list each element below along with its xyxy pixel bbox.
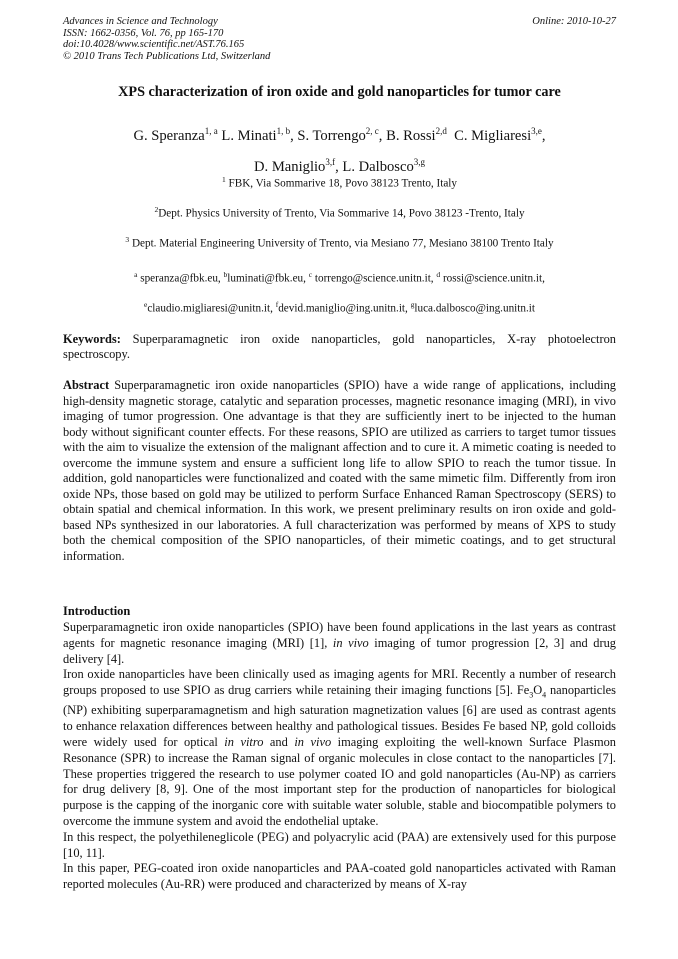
author-list [63,118,616,180]
affiliation-sup: 3 [125,235,130,244]
keywords [63,332,616,363]
author-sup: 1, a [204,126,218,136]
subscript: 3 [529,690,534,700]
introduction-body [63,620,616,893]
paper-title: XPS characterization of iron oxide and gold nanoparticles for tumor care [118,84,561,100]
email-sup: a [134,270,138,279]
italic-run: in vivo [294,735,332,750]
author-name: S. Torrengo [297,127,366,144]
italic-run: in vitro [224,735,264,750]
email-line-2 [63,292,616,322]
email-address: claudio.migliaresi@unitn.it, [147,302,273,315]
author-name: C. Migliaresi [454,127,532,144]
author-sup: 3,f [325,156,336,167]
author-name: G. Speranza [133,127,205,144]
intro-paragraph-4: In this paper, PEG-coated iron oxide nanoparticles and PAA-coated gold nanoparticles activated with Raman reported molecules (Au-RR) were produced and characterized by means of X-ray [63,861,616,892]
author-line-2: D. Maniglio$^{3,f}$, L. Dalbosco$^{3,g}$ [254,156,425,175]
intro-paragraph-2 [63,667,616,829]
author-sup: 3,g [413,156,425,167]
text-run: O [533,683,543,698]
email-sup: b [223,270,228,279]
author-name: B. Rossi [386,127,436,144]
copyright-line: © 2010 Trans Tech Publications Ltd, Switzerland [63,50,271,62]
email-line-1 [63,262,616,292]
intro-paragraph-3: In this respect, the polyethileneglicole (PEG) and polyacrylic acid (PAA) are extensively used for this purpose [10, 11]. [63,829,616,860]
author-sup: 2,d [435,126,447,136]
text-run: and [263,735,295,750]
introduction-heading: Introduction [63,604,131,618]
author-sup: 1, b [276,126,291,136]
abstract [63,378,616,564]
text-run: Superparamagnetic iron oxide nanoparticles (SPIO) have been found applications in the last years as contrast agents for magnetic resonance imaging (MRI) [1], [63,620,616,650]
email-sup: e [143,299,148,309]
author-line-1: G. Speranza$^{1, a}$ L. Minati$^{1, b}$, S. Torrengo$^{2, c}$, B. Rossi$^{2,d}$ C. Migliaresi$^{3,e}$, [133,126,546,144]
text-run: nanoparticles (NP) exhibiting superparamagnetism and high saturation magnetization values [6] are used as contrast agents to enhance relaxation differences between healthy and pathological tissues. Besides Fe based NP, gold colloids were widely used for optical [63,683,617,750]
journal-name: Advances in Science and Technology [63,16,218,27]
issn-line: ISSN: 1662-0356, Vol. 76, pp 165-170 [63,27,224,39]
affiliation-1 [63,175,616,190]
author-sup: 2, c [365,126,379,136]
text-run: imaging of tumor progression [2, 3] and drug delivery [4]. [63,635,617,666]
subscript: 4 [542,690,547,700]
author-name: L. Minati [221,127,277,144]
doi-line: doi:10.4028/www.scientific.net/AST.76.165 [63,39,245,50]
affiliation-text: FBK, Via Sommarive 18, Povo 38123 Trento, Italy [228,177,458,190]
author-name: L. Dalbosco [342,158,414,175]
affiliation-sup: 1 [221,175,226,184]
affiliation-text: Dept. Physics University of Trento, Via Sommarive 14, Povo 38123 -Trento, Italy [158,207,525,220]
email-address: rossi@science.unitn.it, [442,272,545,285]
email-address: speranza@fbk.eu, [140,272,221,285]
journal-header [63,16,616,62]
email-address: devid.maniglio@ing.unitn.it, [278,302,408,315]
author-sup: 3,e [531,126,542,136]
email-list [63,262,616,321]
abstract-text: Superparamagnetic iron oxide nanoparticles (SPIO) have a wide range of applications, including high-density magnetic storage, catalytic and separation processes, magnetic resonance imaging (MRI), in vivo imaging of tumor progression. One advantage is that they are sufficiently inert to be injected to the human body without significant counter effects. For these reasons, SPIO are utilized as carriers to target tumor tissues with the aim to visualize the extension of the malignant affection and to cure it. A mimetic coating is needed to overcome the immune system and ensure a sufficient long life to allow SPIO to reach the tumor tissue. In addition, gold nanoparticles were functionalized and coated with the same mimetic film. Differently from iron oxide NPs, those based on gold may be utilized to perform Surface Enhanced Raman Spectroscopy (SERS) to obtain spatial and chemical information. In this work, we present preliminary results on iron oxide and gold-based NPs synthesized in our laboratories. A full characterization was performed by means of XPS to study both the chemical composition of the SPIO nanoparticles, of their mimetic coatings, and to get structural information. [63,378,616,563]
email-sup: d [436,270,441,279]
affiliation-2 [63,205,616,220]
abstract-label: Abstract [63,378,110,392]
italic-run: in vivo [332,635,369,650]
text-run: Iron oxide nanoparticles have been clinically used as imaging agents for MRI. Recently a number of research groups proposed to use SPIO as drug carriers while retaining their imaging functions [5]. Fe [63,667,616,698]
email-sup: f [275,299,279,309]
email-sup: g [410,299,415,309]
email-sup: c [308,270,313,279]
author-name: D. Maniglio [254,158,326,175]
affiliation-sup: 2 [154,205,159,214]
keywords-label: Keywords: [63,332,121,346]
email-address: luminati@fbk.eu, [227,272,306,285]
email-address: luca.dalbosco@ing.unitn.it [414,302,535,315]
online-date: Online: 2010-10-27 [532,16,616,27]
affiliation-text: Dept. Material Engineering University of Trento, via Mesiano 77, Mesiano 38100 Trento Italy [131,237,554,250]
intro-paragraph-1 [63,620,616,667]
keywords-text: Superparamagnetic iron oxide nanoparticles, gold nanoparticles, X-ray photoelectron spectroscopy. [63,332,616,362]
affiliation-3 [63,235,616,250]
text-run: imaging exploiting the well-known Surface Plasmon Resonance (SPR) to increase the Raman signal of organic molecules in close contact to the nanoparticles [7]. These properties triggered the research to use polymer coated IO and gold nanoparticles (Au-NP) as carriers for drug delivery [8, 9]. One of the most important step for the production of nanoparticles for biological purpose is the capping of the inorganic core with suitable water soluble, stable and biocompatible polymers to overcome the immune system and avoid the endothelial uptake. [63,735,616,829]
email-address: torrengo@science.unitn.it, [314,272,434,285]
